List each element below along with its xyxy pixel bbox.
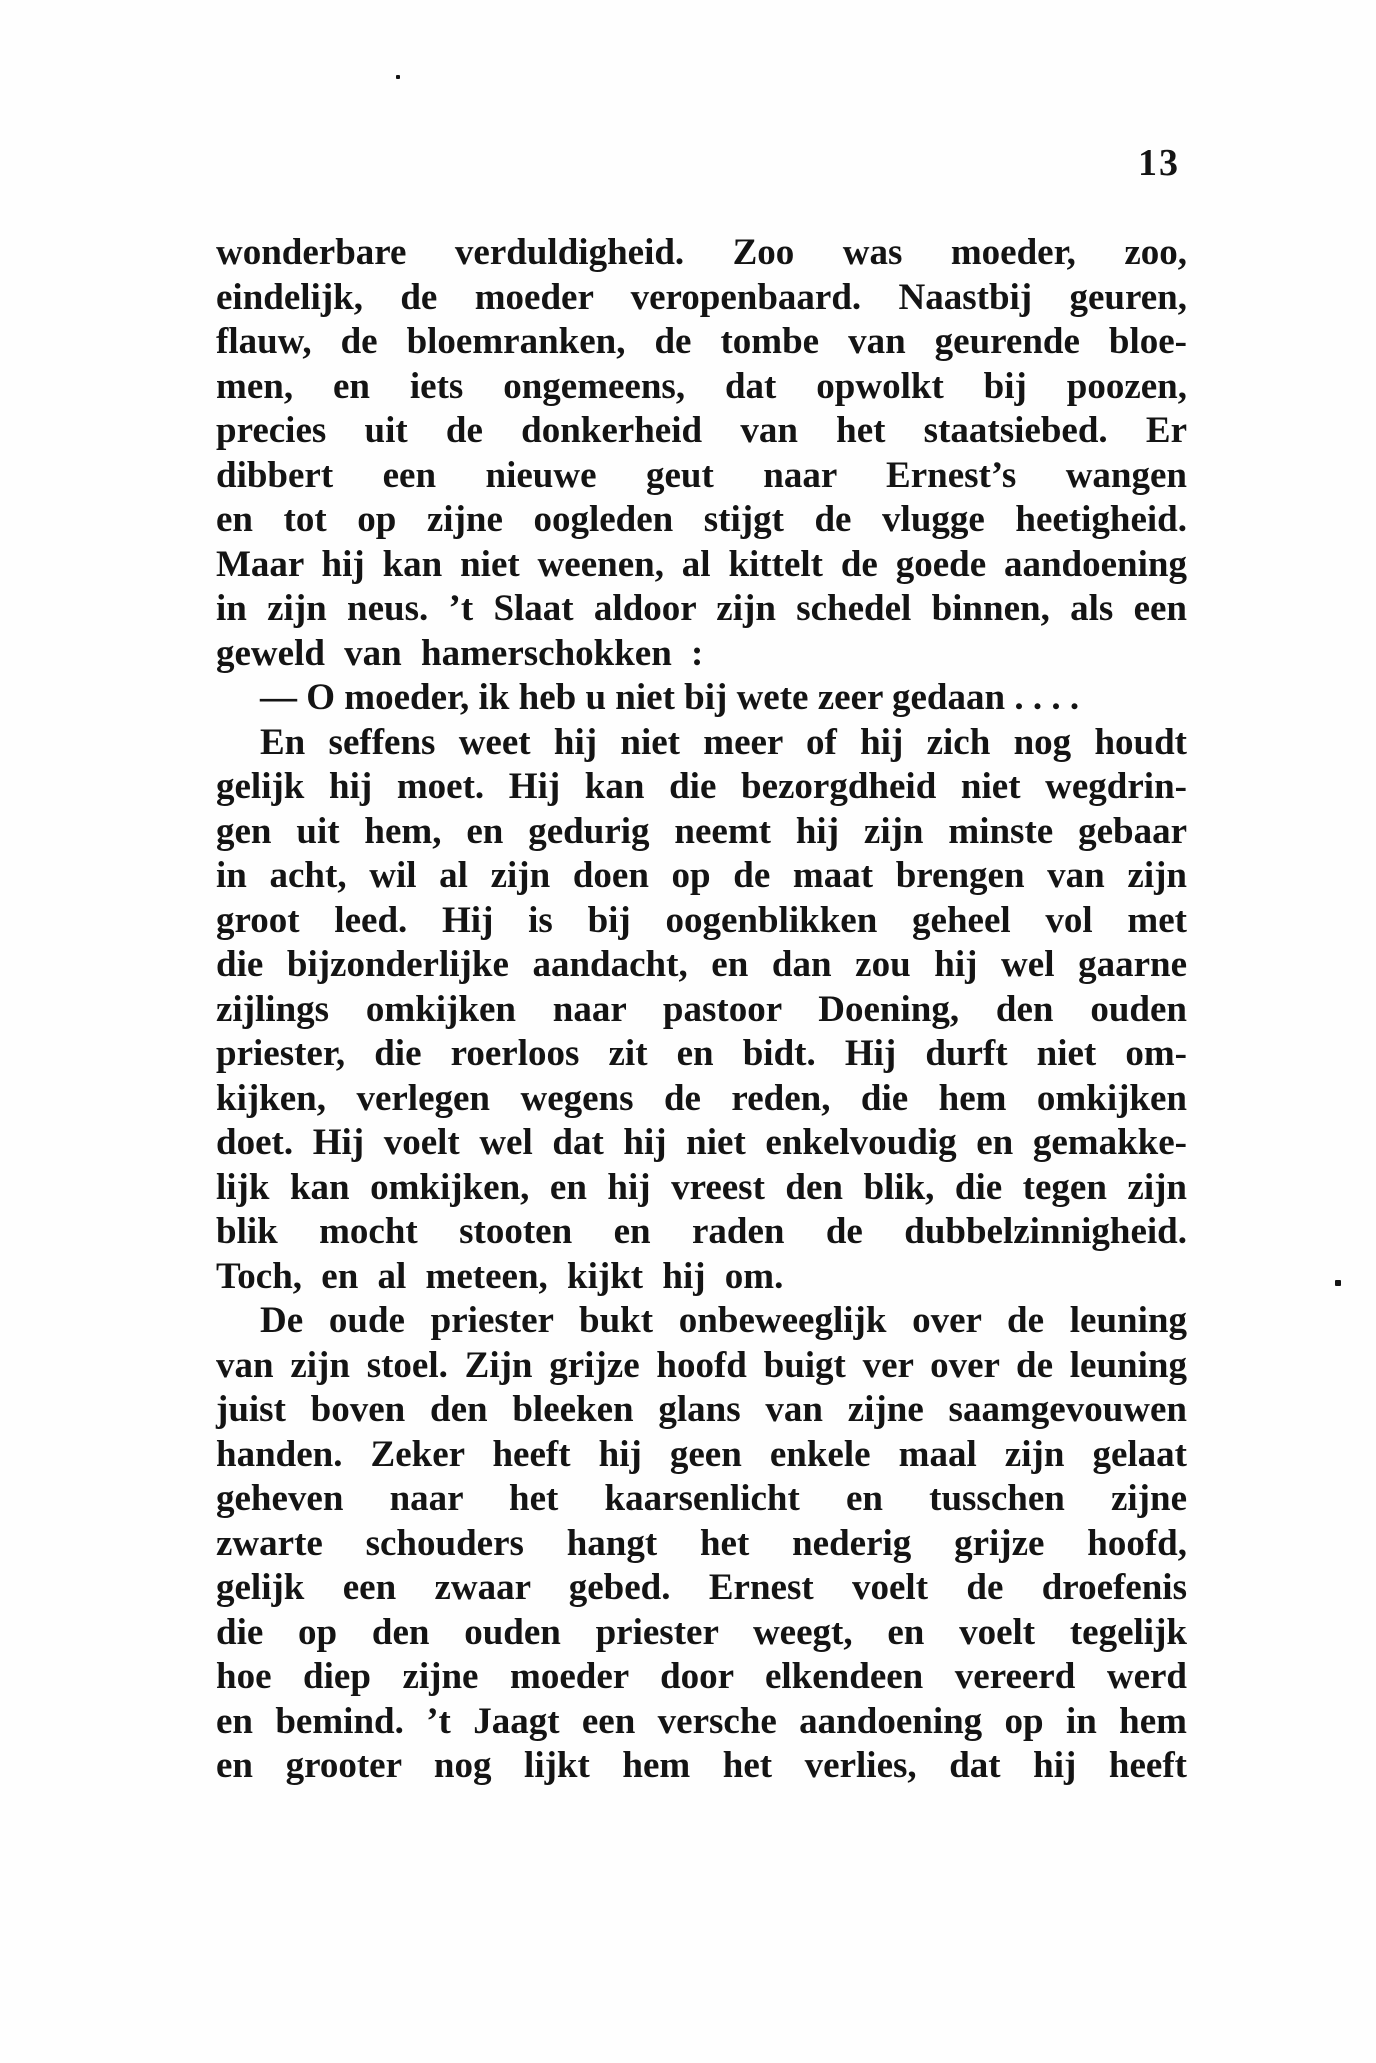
page-number: 13 <box>1138 142 1180 184</box>
text-line: gelijk hij moet. Hij kan die bezorgdheid niet wegdrin- <box>216 766 1187 807</box>
text-line: precies uit de donkerheid van het staatsiebed. Er <box>216 410 1187 451</box>
text-line: eindelijk, de moeder veropenbaard. Naastbij geuren, <box>216 276 1187 318</box>
text-line: flauw, de bloemranken, de tombe van geurende bloe- <box>216 321 1187 362</box>
scan-speck <box>1335 1280 1341 1286</box>
text-line: hoe diep zijne moeder door elkendeen vereerd werd <box>216 1656 1187 1697</box>
text-line: Maar hij kan niet weenen, al kittelt de goede aandoening <box>216 543 1187 585</box>
text-line: en tot op zijne oogleden stijgt de vlugge heetigheid. <box>216 499 1187 540</box>
text-line: gen uit hem, en gedurig neemt hij zijn minste gebaar <box>216 810 1187 852</box>
text-line: van zijn stoel. Zijn grijze hoofd buigt ver over de leuning <box>216 1344 1187 1386</box>
text-line: priester, die roerloos zit en bidt. Hij durft niet om- <box>216 1033 1187 1074</box>
text-line: juist boven den bleeken glans van zijne saamgevouwen <box>216 1389 1187 1430</box>
text-line: die bijzonderlijke aandacht, en dan zou hij wel gaarne <box>216 944 1187 985</box>
text-line: geweld van hamerschokken : <box>216 632 704 674</box>
text-line: handen. Zeker heeft hij geen enkele maal zijn gelaat <box>216 1433 1187 1475</box>
page-text <box>216 231 1187 1789</box>
text-line: groot leed. Hij is bij oogenblikken geheel vol met <box>216 899 1187 941</box>
text-line: kijken, verlegen wegens de reden, die hem omkijken <box>216 1077 1187 1119</box>
scan-speck <box>396 75 400 79</box>
text-line: lijk kan omkijken, en hij vreest den blik, die tegen zijn <box>216 1166 1187 1208</box>
text-line: die op den ouden priester weegt, en voelt tegelijk <box>216 1611 1187 1653</box>
text-line: en bemind. ’t Jaagt een versche aandoening op in hem <box>216 1700 1187 1742</box>
text-line: in acht, wil al zijn doen op de maat brengen van zijn <box>216 855 1187 896</box>
text-line: En seffens weet hij niet meer of hij zich nog houdt <box>260 721 1187 763</box>
text-line: wonderbare verduldigheid. Zoo was moeder, zoo, <box>216 232 1187 273</box>
text-line: Toch, en al meteen, kijkt hij om. <box>216 1255 784 1297</box>
text-line: en grooter nog lijkt hem het verlies, dat hij heeft <box>216 1745 1187 1786</box>
text-line: De oude priester bukt onbeweeglijk over de leuning <box>260 1300 1187 1341</box>
text-line: in zijn neus. ’t Slaat aldoor zijn schedel binnen, als een <box>216 588 1187 629</box>
text-line: doet. Hij voelt wel dat hij niet enkelvoudig en gemakke- <box>216 1122 1187 1163</box>
text-line: dibbert een nieuwe geut naar Ernest’s wangen <box>216 454 1187 496</box>
text-line: blik mocht stooten en raden de dubbelzinnigheid. <box>216 1211 1187 1252</box>
text-line: gelijk een zwaar gebed. Ernest voelt de droefenis <box>216 1567 1187 1608</box>
text-line: — O moeder, ik heb u niet bij wete zeer gedaan . . . . <box>260 677 1080 718</box>
text-line: men, en iets ongemeens, dat opwolkt bij poozen, <box>216 365 1187 407</box>
text-line: zwarte schouders hangt het nederig grijze hoofd, <box>216 1522 1187 1564</box>
text-line: zijlings omkijken naar pastoor Doening, den ouden <box>216 988 1187 1030</box>
text-line: geheven naar het kaarsenlicht en tusschen zijne <box>216 1478 1187 1519</box>
